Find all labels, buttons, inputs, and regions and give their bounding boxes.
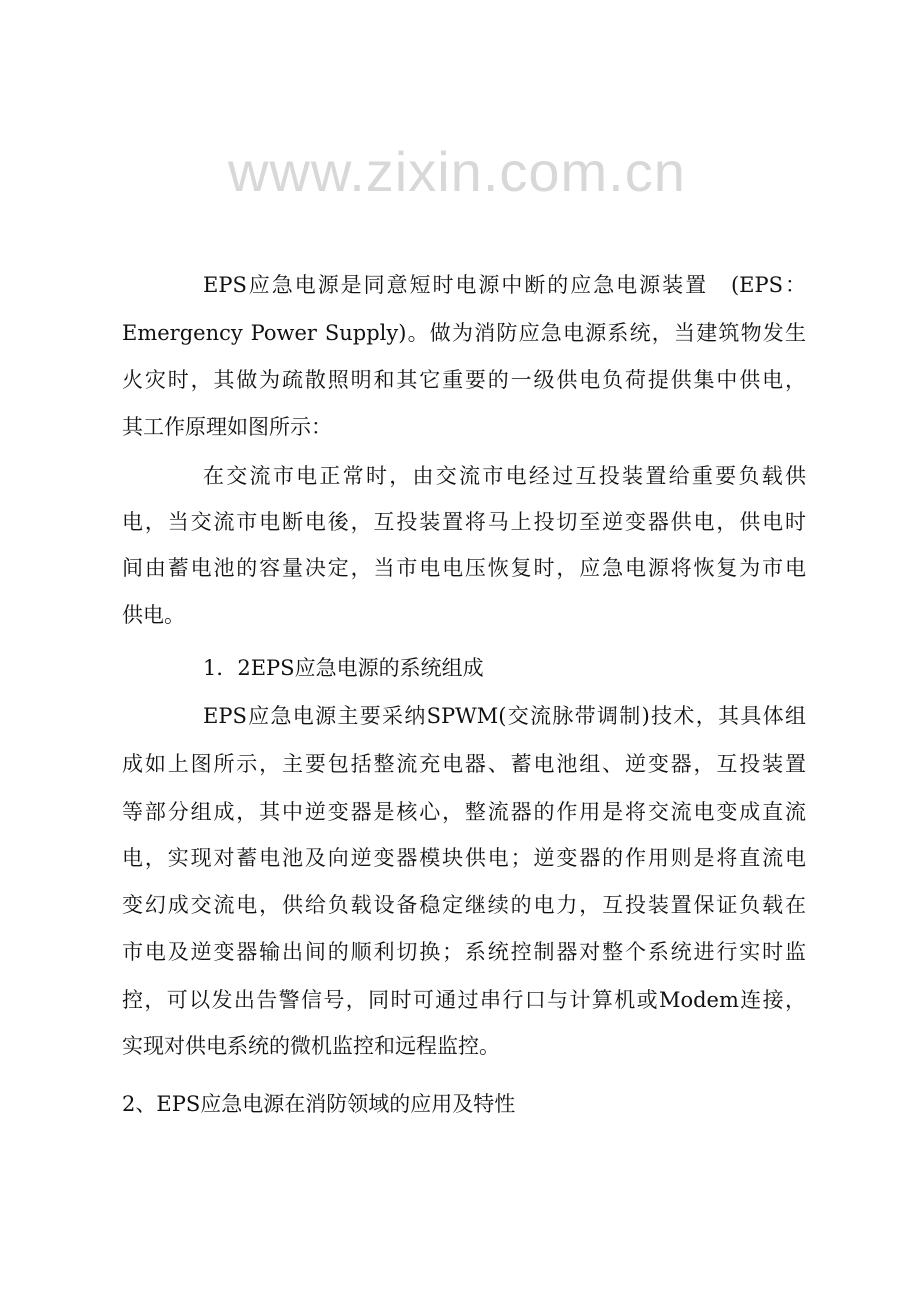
paragraph-line: 成如上图所示，主要包括整流充电器、蓄电池组、逆变器，互投装置: [122, 752, 806, 776]
paragraph-line: 其工作原理如图所示：: [122, 415, 332, 439]
paragraph-line: EPS应急电源主要采纳SPWM(交流脉带调制)技术，其具体组: [203, 704, 806, 728]
paragraph-line: 等部分组成，其中逆变器是核心，整流器的作用是将交流电变成直流: [122, 800, 806, 824]
paragraph-line: 间由蓄电池的容量决定，当市电电压恢复时，应急电源将恢复为市电: [122, 556, 806, 580]
paragraph-line: 市电及逆变器输出间的顺利切换；系统控制器对整个系统进行实时监: [122, 940, 806, 964]
paragraph-line: 电，实现对蓄电池及向逆变器模块供电；逆变器的作用则是将直流电: [122, 846, 806, 870]
paragraph-line: Emergency Power Supply)。做为消防应急电源系统，当建筑物发生: [122, 321, 806, 345]
paragraph-line: 火灾时，其做为疏散照明和其它重要的一级供电负荷提供集中供电，: [122, 368, 806, 392]
watermark: www.zixin.com.cn: [228, 140, 686, 203]
section-heading: 1．2EPS应急电源的系统组成: [203, 656, 484, 680]
paragraph-line: EPS应急电源是同意短时电源中断的应急电源装置 (EPS：: [203, 273, 806, 297]
paragraph-line: 实现对供电系统的微机监控和远程监控。: [122, 1034, 500, 1058]
paragraph-line: 在交流市电正常时，由交流市电经过互投装置给重要负载供: [203, 464, 806, 488]
paragraph-line: 电，当交流市电断电後，互投装置将马上投切至逆变器供电，供电时: [122, 510, 806, 534]
paragraph-line: 供电。: [122, 603, 185, 627]
paragraph-line: 变幻成交流电，供给负载设备稳定继续的电力，互投装置保证负载在: [122, 893, 806, 917]
paragraph-line: 控，可以发出告警信号，同时可通过串行口与计算机或Modem连接，: [122, 988, 806, 1012]
section-heading: 2、EPS应急电源在消防领域的应用及特性: [122, 1092, 516, 1116]
